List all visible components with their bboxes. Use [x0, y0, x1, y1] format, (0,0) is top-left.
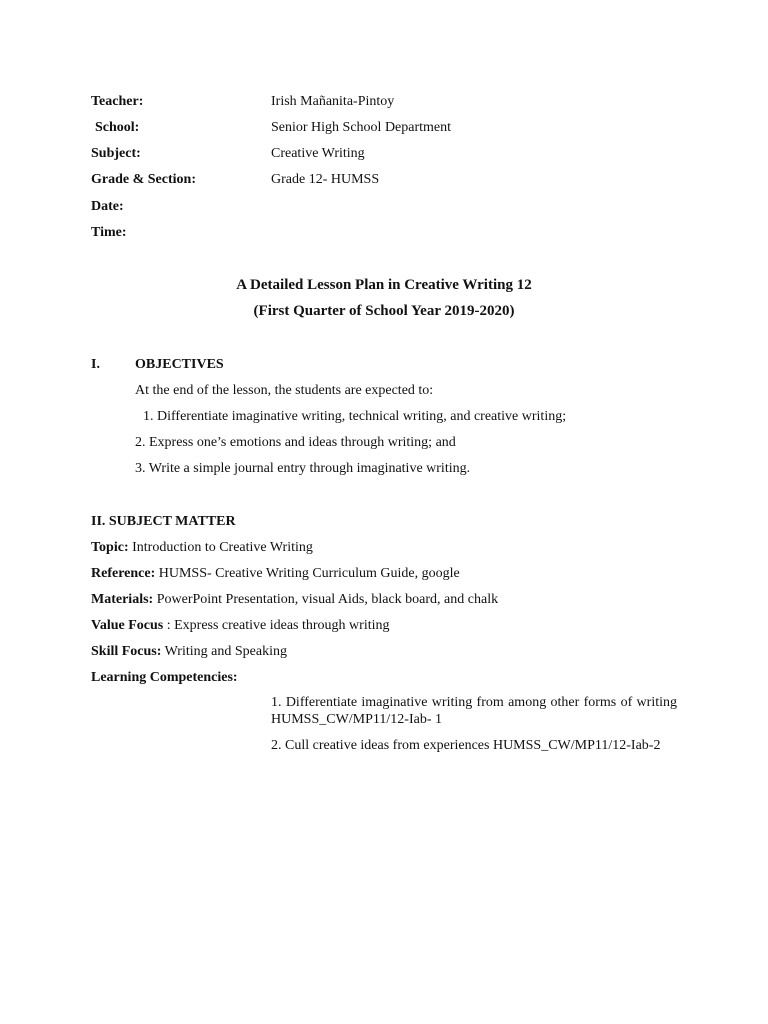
document-title: A Detailed Lesson Plan in Creative Writing 12 — [236, 277, 532, 293]
objectives-numeral: I. — [91, 357, 100, 372]
teacher-label: Teacher: — [91, 94, 144, 109]
teacher-value: Irish Mañanita-Pintoy — [271, 94, 395, 109]
competency-item: 1. Differentiate imaginative writing from among other forms of writing HUMSS_CW/MP11/12-Iab- 1 — [271, 695, 677, 727]
value-focus-label: Value Focus — [91, 618, 164, 633]
objective-item: 1. Differentiate imaginative writing, technical writing, and creative writing; — [143, 409, 567, 424]
materials-field — [91, 593, 498, 607]
topic-label: Topic: — [91, 540, 129, 555]
skill-focus-value: Writing and Speaking — [161, 644, 287, 659]
date-label: Date: — [91, 199, 124, 214]
reference-label: Reference: — [91, 566, 156, 581]
school-label: School: — [95, 120, 140, 135]
skill-focus-label: Skill Focus: — [91, 644, 162, 659]
subject-value: Creative Writing — [271, 146, 365, 161]
materials-label: Materials: — [91, 592, 154, 607]
materials-value: PowerPoint Presentation, visual Aids, black board, and chalk — [153, 592, 499, 607]
value-focus-value: : Express creative ideas through writing — [163, 618, 390, 633]
school-value: Senior High School Department — [271, 120, 452, 135]
learning-competencies-label: Learning Competencies: — [91, 670, 238, 685]
objective-item: 3. Write a simple journal entry through imaginative writing. — [135, 461, 471, 476]
grade-section-value: Grade 12- HUMSS — [271, 172, 380, 187]
document-subtitle: (First Quarter of School Year 2019-2020) — [253, 303, 515, 319]
objective-item: 2. Express one’s emotions and ideas through writing; and — [135, 435, 456, 450]
subject-matter-heading: II. SUBJECT MATTER — [91, 514, 236, 529]
grade-section-label: Grade & Section: — [91, 172, 196, 187]
objectives-heading: OBJECTIVES — [135, 357, 224, 372]
reference-value: HUMSS- Creative Writing Curriculum Guide, google — [155, 566, 460, 581]
reference-field — [91, 567, 460, 581]
topic-field — [91, 541, 313, 555]
skill-focus-field — [91, 645, 287, 659]
competency-item: 2. Cull creative ideas from experiences HUMSS_CW/MP11/12-Iab-2 — [271, 738, 661, 753]
topic-value: Introduction to Creative Writing — [128, 540, 313, 555]
time-label: Time: — [91, 225, 127, 240]
objectives-intro: At the end of the lesson, the students are expected to: — [135, 383, 434, 398]
subject-label: Subject: — [91, 146, 141, 161]
value-focus-field — [91, 619, 390, 633]
